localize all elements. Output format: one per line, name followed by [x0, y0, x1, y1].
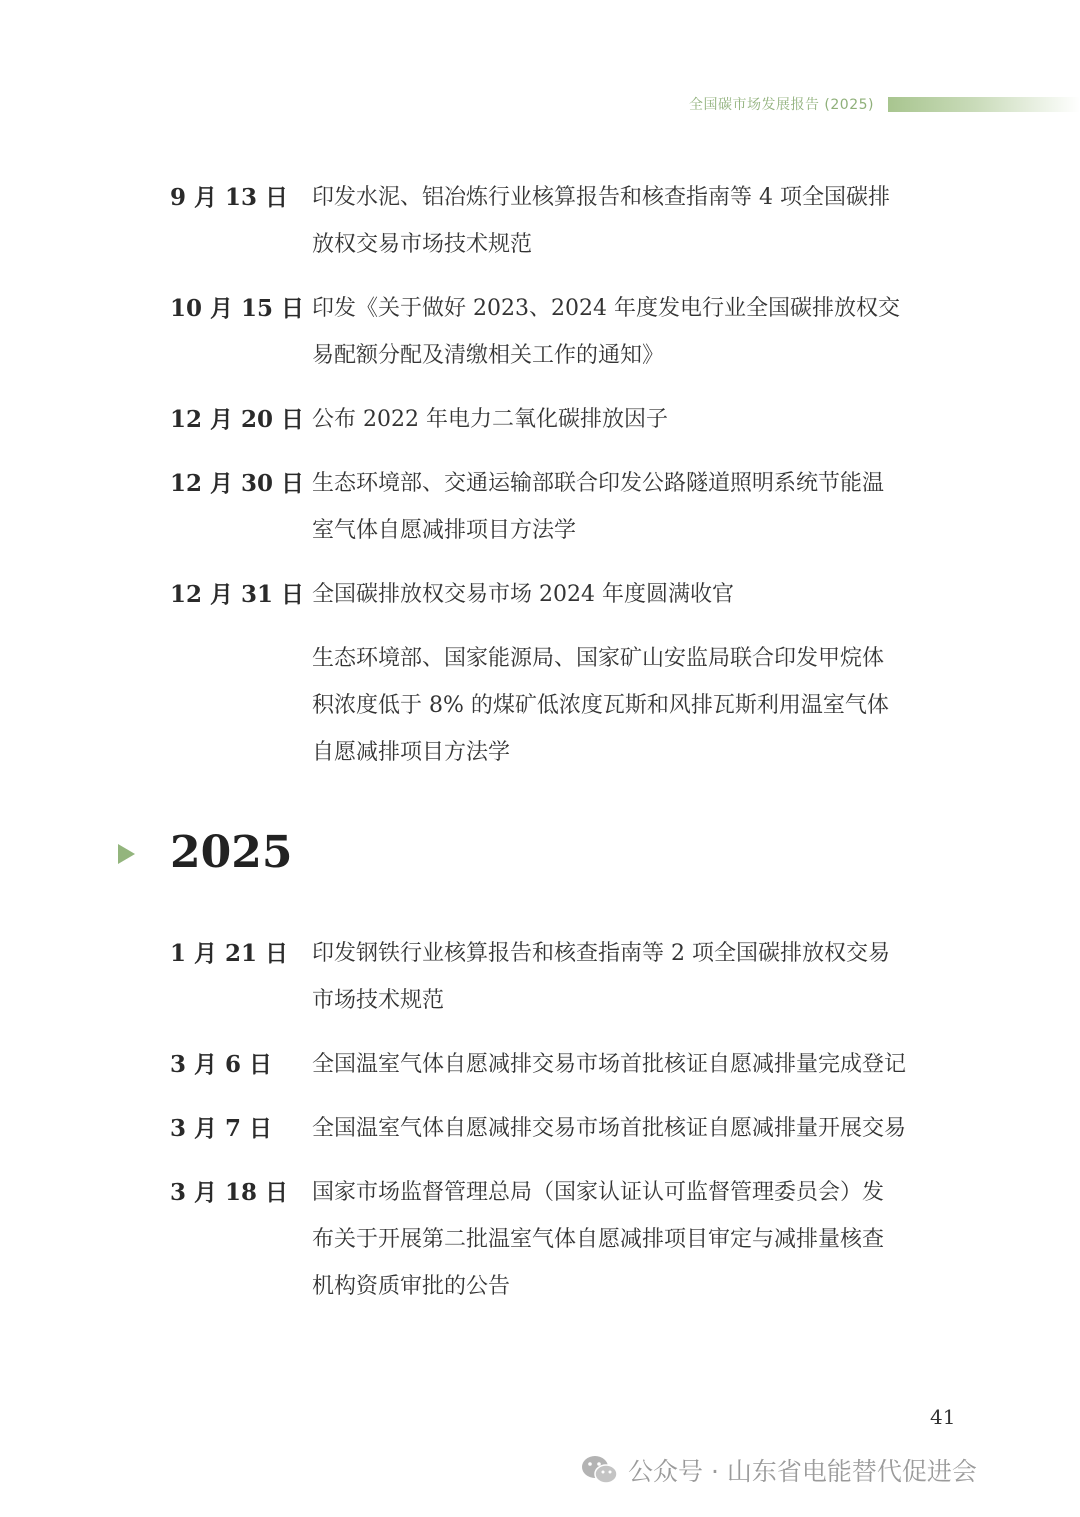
timeline-2025: [0, 930, 1080, 1327]
page-number: 41: [930, 1405, 956, 1429]
timeline-entry: [0, 460, 1080, 554]
entry-description: [312, 1169, 968, 1310]
entry-date: 3 月 6 日: [170, 1051, 273, 1078]
entry-text-line: 印发钢铁行业核算报告和核查指南等 2 项全国碳排放权交易: [312, 941, 890, 966]
entry-text-line: 布关于开展第二批温室气体自愿减排项目审定与减排量核查: [312, 1227, 885, 1252]
entry-description: [312, 1105, 968, 1152]
entry-date: 9 月 13 日: [170, 184, 289, 211]
timeline-entry: [0, 396, 1080, 443]
entry-text-line: 全国碳排放权交易市场 2024 年度圆满收官: [312, 582, 734, 607]
entry-text-line: 全国温室气体自愿减排交易市场首批核证自愿减排量开展交易: [312, 1116, 907, 1141]
entry-text-line: 印发《关于做好 2023、2024 年度发电行业全国碳排放权交: [312, 296, 900, 321]
timeline-entry: [0, 174, 1080, 268]
entry-date: 3 月 7 日: [170, 1115, 273, 1142]
entry-text-line: 生态环境部、交通运输部联合印发公路隧道照明系统节能温: [312, 471, 885, 496]
entry-description: [312, 571, 968, 618]
entry-date: 12 月 31 日: [170, 581, 305, 608]
timeline-entry: [0, 1105, 1080, 1152]
entry-date: 1 月 21 日: [170, 940, 289, 967]
timeline-entry: [0, 635, 1080, 776]
entry-description: [312, 174, 968, 268]
entry-text-line: 市场技术规范: [312, 988, 445, 1013]
entry-text-line: 放权交易市场技术规范: [312, 232, 533, 257]
entry-text-line: 公布 2022 年电力二氧化碳排放因子: [312, 407, 668, 432]
entry-description: [312, 635, 968, 776]
timeline-entry: [0, 930, 1080, 1024]
timeline-entry: [0, 1169, 1080, 1310]
entry-description: [312, 460, 968, 554]
entry-text-line: 自愿减排项目方法学: [312, 740, 511, 765]
timeline-entry: [0, 571, 1080, 618]
timeline-entry: [0, 285, 1080, 379]
entry-text-line: 积浓度低于 8% 的煤矿低浓度瓦斯和风排瓦斯利用温室气体: [312, 693, 889, 718]
entry-text-line: 生态环境部、国家能源局、国家矿山安监局联合印发甲烷体: [312, 646, 885, 671]
entry-description: [312, 396, 968, 443]
entry-text-line: 易配额分配及清缴相关工作的通知》: [312, 343, 665, 368]
entry-date: 12 月 20 日: [170, 406, 305, 433]
triangle-arrow-icon: [118, 844, 135, 864]
entry-text-line: 国家市场监督管理总局（国家认证认可监督管理委员会）发: [312, 1180, 885, 1205]
entry-description: [312, 930, 968, 1024]
entry-text-line: 全国温室气体自愿减排交易市场首批核证自愿减排量完成登记: [312, 1052, 907, 1077]
entry-description: [312, 1041, 968, 1088]
timeline-entry: [0, 1041, 1080, 1088]
entry-text-line: 印发水泥、铝冶炼行业核算报告和核查指南等 4 项全国碳排: [312, 185, 890, 210]
entry-text-line: 机构资质审批的公告: [312, 1274, 511, 1299]
report-title: 全国碳市场发展报告 (2025): [688, 97, 874, 113]
header-accent-bar: [888, 97, 1080, 112]
entry-date: 10 月 15 日: [170, 295, 305, 322]
year-label: 2025: [170, 827, 293, 878]
entry-date: 3 月 18 日: [170, 1179, 289, 1206]
timeline-2024: [0, 174, 1080, 793]
watermark-text: 公众号 · 山东省电能替代促进会: [628, 1457, 977, 1486]
entry-text-line: 室气体自愿减排项目方法学: [312, 518, 577, 543]
page-header: [0, 92, 1080, 118]
watermark: [580, 1452, 977, 1488]
entry-description: [312, 285, 968, 379]
entry-date: 12 月 30 日: [170, 470, 305, 497]
wechat-icon: [580, 1453, 620, 1487]
